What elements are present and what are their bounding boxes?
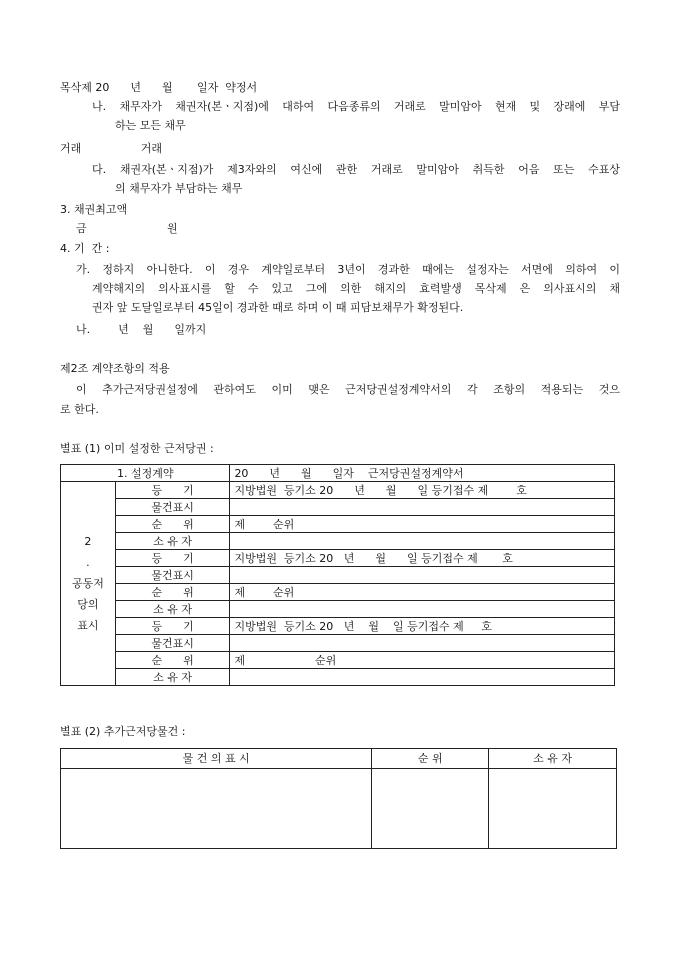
table-row: [61, 669, 615, 686]
rank-cell: [372, 769, 489, 849]
group-label-line: 2: [84, 535, 92, 548]
row-value: [230, 635, 615, 652]
row-label: 순 위: [115, 516, 230, 533]
header-value-cell: 20 년 월 일자 근저당권설정계약서: [230, 465, 615, 482]
table1-caption: 별표 (1) 이미 설정한 근저당권 :: [60, 442, 214, 455]
table-row: [61, 584, 615, 601]
row-value: 제 순위: [230, 516, 615, 533]
table-row: [61, 516, 615, 533]
item-ga-line-3: 권자 앞 도달일로부터 45일이 경과한 때로 하며 이 때 피담보채무가 확정된다.: [92, 301, 464, 314]
row-label: 등 기: [115, 550, 230, 567]
row-label: 순 위: [115, 584, 230, 601]
row-label: 소 유 자: [115, 601, 230, 618]
table-row: [61, 618, 615, 635]
row-value: [230, 601, 615, 618]
table2-caption: 별표 (2) 추가근저당물건 :: [60, 725, 186, 738]
section-3-heading: 3. 채권최고액: [60, 203, 128, 216]
table-row: [61, 769, 617, 849]
group-label-line: 당의: [77, 598, 99, 611]
table-row: [61, 601, 615, 618]
amount-line: 금 원: [76, 222, 178, 235]
joint-collateral-label: [61, 482, 116, 686]
row-label: 소 유 자: [115, 669, 230, 686]
row-label: 순 위: [115, 652, 230, 669]
row-value: [230, 533, 615, 550]
row-value: 제 순위: [230, 584, 615, 601]
debt-type-line: 목삭제 20 년 월 일자 약정서: [60, 81, 258, 94]
article-2-body-2: 로 한다.: [60, 403, 99, 416]
row-value: 지방법원 등기소 20 년 월 일 등기접수 제 호: [230, 482, 615, 499]
table-row: [61, 652, 615, 669]
section-4-heading: 4. 기 간 :: [60, 242, 110, 255]
row-label: 물건표시: [115, 499, 230, 516]
item-ga-line-2: 계약해지의 의사표시를 할 수 있고 그에 의한 해지의 효력발생 목삭제 은 의사표시의 채: [92, 282, 620, 295]
row-value: [230, 669, 615, 686]
col-header-property: 물 건 의 표 시: [61, 749, 372, 769]
item-na2: 나. 년 월 일까지: [76, 323, 207, 336]
table-row: [61, 482, 615, 499]
table-row: [61, 550, 615, 567]
table-header-row: [61, 749, 617, 769]
header-label-cell: 1. 설정계약: [61, 465, 230, 482]
property-cell: [61, 769, 372, 849]
table-row: [61, 635, 615, 652]
row-value: 제 순위: [230, 652, 615, 669]
row-label: 물건표시: [115, 567, 230, 584]
row-label: 등 기: [115, 618, 230, 635]
row-label: 물건표시: [115, 635, 230, 652]
trade-line: 거래 거래: [60, 142, 162, 155]
row-value: 지방법원 등기소 20 년 월 일 등기접수 제 호: [230, 618, 615, 635]
row-value: [230, 499, 615, 516]
group-label-line: 표시: [77, 619, 99, 632]
table-row: [61, 465, 615, 482]
table-row: [61, 567, 615, 584]
col-header-rank: 순 위: [372, 749, 489, 769]
table-row: [61, 533, 615, 550]
item-ga-line-1: 가. 정하지 아니한다. 이 경우 계약일로부터 3년이 경과한 때에는 설정자는 서면에 의하여 이: [76, 263, 620, 276]
owner-cell: [489, 769, 617, 849]
additional-collateral-table: [60, 748, 617, 849]
item-na: 나. 채무자가 채권자(본ㆍ지점)에 대하여 다음종류의 거래로 말미암아 현재 및 장래에 부담: [92, 100, 620, 113]
item-da-continued: 의 채무자가 부담하는 채무: [115, 182, 243, 195]
col-header-owner: 소 유 자: [489, 749, 617, 769]
article-2-title: 제2조 계약조항의 적용: [60, 362, 170, 375]
article-2-body-1: 이 추가근저당권설정에 관하여도 이미 맺은 근저당권설정계약서의 각 조항의 적용되는 것으: [76, 383, 620, 396]
row-value: 지방법원 등기소 20 년 월 일 등기접수 제 호: [230, 550, 615, 567]
item-da: 다. 채권자(본ㆍ지점)가 제3자와의 여신에 관한 거래로 말미암아 취득한 어음 또는 수표상: [92, 163, 620, 176]
table-row: [61, 499, 615, 516]
row-value: [230, 567, 615, 584]
existing-mortgage-table: [60, 464, 615, 686]
item-na-continued: 하는 모든 채무: [115, 119, 186, 132]
group-label-line: 공동저: [71, 577, 104, 590]
row-label: 등 기: [115, 482, 230, 499]
row-label: 소 유 자: [115, 533, 230, 550]
group-label-line: .: [86, 556, 90, 569]
